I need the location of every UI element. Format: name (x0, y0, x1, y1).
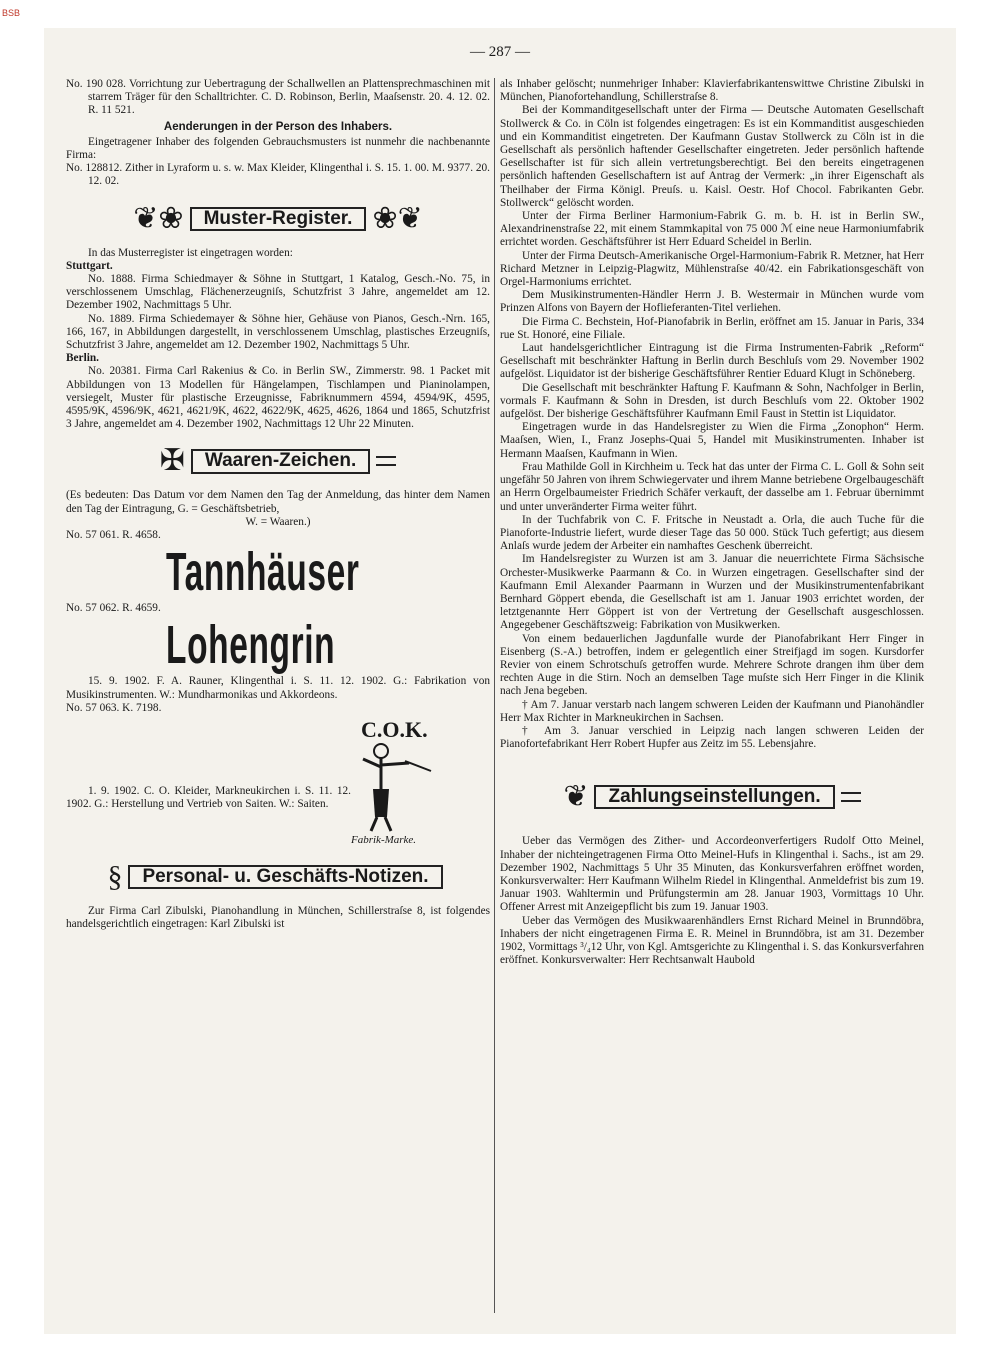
trademark-entry-57061: No. 57 061. R. 4658. (66, 529, 161, 542)
notice-metzner: Unter der Firma Deutsch-Amerikanische Orgel-Harmonium-Fabrik R. Metzner, hat Herr Richard Metzner in Leipzig-Plagwitz, Mühlenstraſse 40/42. ein Fabrikationsgeschäft von Orgel-Harmoniums errichtet. (500, 249, 924, 289)
trademark-57062-detail: 15. 9. 1902. F. A. Rauner, Klingenthal i. S. 11. 12. 1902. G.: Fabrikation von Musikinstrumenten. W.: Mundharmonikas und Akkordeons. (66, 675, 490, 701)
notice-goll: Frau Mathilde Goll in Kirchheim u. Teck hat das unter der Firma C. L. Goll & Sohn seit ungefähr 50 Jahren von ihrem Schwiegervater und ihrem Manne betriebene Orgelbaugeschäft an Herrn Orgelbaumeister Friedrich Schäfer verkauft, der dasselbe am 1. Februar übernimmt und unter unveränderter Firma weiter führt. (500, 460, 924, 513)
muster-register-banner (66, 203, 490, 235)
trademark-lohengrin: Lohengrin (166, 615, 336, 676)
ornament-left-icon: § (107, 860, 123, 894)
ornament-left-icon: ✠ (159, 444, 185, 478)
ornament-left-icon: ❦❀ (133, 201, 184, 235)
trademark-entry-57063: No. 57 063. K. 7198. (66, 701, 162, 714)
bankruptcy-meinel-brunndoebra: Ueber das Vermögen des Musikwaarenhändlers Ernst Richard Meinel in Brunndöbra, Inhabers der nicht eingetragenen Firma E. R. Meinel in Brunndöbra, ist am 31. Dezember 1902, Vormittags ³/₄12 Uhr, von Kgl. Amtsgerichte zu Klingenthal i. S. das Konkursverfahren eröffnet. Konkursverwalter: Herr Rechtsanwalt Haubold (500, 914, 924, 967)
city-stuttgart: Stuttgart. (66, 259, 113, 272)
obituary-hupfer: † Am 3. Januar verschied in Leipzig nach langen schweren Leiden der Pianofortefabrikant Herr Robert Hupfer aus Zeitz im 55. Lebensjahre. (500, 724, 924, 751)
library-tag: BSB (2, 8, 21, 18)
waaren-zeichen-banner (66, 445, 490, 477)
city-berlin: Berlin. (66, 352, 99, 365)
notice-kaufmann: Die Gesellschaft mit beschränkter Haftung F. Kaufmann & Sohn, Nachfolger in Berlin, vormals F. Kaufmann & Sohn in Dresden, ist durch Beschluſs vom 22. Oktober 1902 aufgelöst. Der bisherige Geschäftsführer Kaufmann Emil Faust in Stettin ist Liquidator. (500, 381, 924, 421)
waaren-intro: (Es bedeuten: Das Datum vor dem Namen den Tag der Anmeldung, das hinter dem Namen den Tag der Eintragung, G. = Geschäftsbetrieb, (66, 489, 490, 515)
banner-rule (376, 456, 396, 466)
notice-bechstein: Die Firma C. Bechstein, Hof-Pianofabrik in Berlin, eröffnet am 15. Januar in Paris, 334 rue St. Honoré, eine Filiale. (500, 315, 924, 341)
owner-change-intro: Eingetragener Inhaber des folgenden Gebrauchsmusters ist nunmehr die nachbenannte Firma: (66, 135, 490, 162)
muster-entry-1888: No. 1888. Firma Schiedmayer & Söhne in Stuttgart, 1 Katalog, Gesch.-No. 75, in verschlossenem Umschlag, Flächenerzeugniſs, Schutzfrist 3 Jahre, angemeldet am 12. Dezember 1902, Nachmittags 5 Uhr. (66, 273, 490, 312)
muster-register-title: Muster-Register. (190, 207, 367, 231)
bankruptcy-meinel-hufs: Ueber das Vermögen des Zither- und Accordeonverfertigers Rudolf Otto Meinel, Inhaber der nichteingetragenen Firma Otto Meinel-Hufs in Klingenthal i. Sachs., ist am 29. Dezember 1902, Nachmittags 5 Uhr 35 Minuten, das Konkursverfahren eröffnet worden, Konkursverwalter: Herr Kaufmann Wilhelm Riedel in Klingenthal. Anmeldefrist bis zum 19. Januar 1903. Wahltermin und Prüfungstermin am 28. Januar 1903, Vormittags 10 Uhr. Offener Arrest mit Anzeigepflicht bis zum 19. Januar 1903. (500, 835, 924, 914)
cok-letters: C.O.K. (361, 719, 428, 743)
notice-reform: Laut handelsgerichtlicher Eintragung ist die Firma Instrumenten-Fabrik „Reform“ Gesellschaft mit beschränkter Haftung in Berlin durch Beschluſs vom 29. November 1902 aufgelöst. Liquidator ist der bisherige Geschäftsführer Rentier Eduard Klugt in Schöneberg. (500, 342, 924, 381)
newspaper-page (44, 28, 956, 1334)
page-number: — 287 — (470, 44, 530, 60)
waaren-zeichen-title: Waaren-Zeichen. (191, 449, 370, 473)
trademark-tannhaeuser: Tannhäuser (166, 542, 360, 603)
notice-finger: Von einem bedauerlichen Jagdunfalle wurde der Pianofabrikant Herr Finger in Eisenberg (S.-A.) betroffen, indem er gelegentlich einer Streifjagd im sogen. Kursdorfer Revier von einem Schrotschuſs getroffen wurde. Mehrere Schrote drangen ihm über dem rechten Auge in die Stirn. Noch an demselben Tage muſste sich Herr Finger in die Klinik nach Jena begeben. (500, 632, 924, 698)
right-column (500, 78, 924, 967)
personal-notizen-banner (66, 861, 490, 893)
column-divider (494, 78, 495, 1313)
notice-berliner-harmonium: Unter der Firma Berliner Harmonium-Fabrik G. m. b. H. ist in Berlin SW., Alexandrinenstraſse 22, mit einem Stammkapital von 75 000 ℳ eine neue Harmoniumfabrik errichtet worden. Geschäftsführer ist Herr Eduard Scheidel in Berlin. (500, 210, 924, 249)
ornament-right-icon: ❀❦ (372, 201, 423, 235)
patent-entry-128812: No. 128812. Zither in Lyraform u. s. w. Max Kleider, Klingenthal i. S. 15. 1. 00. M. 9377. 20. 12. 02. (66, 162, 490, 188)
left-column (66, 78, 490, 932)
zibulski-entry-start: Zur Firma Carl Zibulski, Pianohandlung in München, Schillerstraſse 8, ist folgendes handelsgerichtlich eingetragen: Karl Zibulski ist (66, 905, 490, 931)
violinist-figure-icon (341, 719, 491, 847)
trademark-57063-detail: 1. 9. 1902. C. O. Kleider, Markneukirchen i. S. 11. 12. 1902. G.: Herstellung und Vertrieb von Saiten. W.: Saiten. (66, 785, 351, 811)
owner-change-heading: Aenderungen in der Person des Inhabers. (163, 120, 393, 133)
notice-fritsche: In der Tuchfabrik von C. F. Fritsche in Neustadt a. Orla, die auch Tuche für die Pianoforte-Industrie liefert, wurde dieser Tage das 50 000. Stück Tuch gefertigt; aus diesem Anlaſs wurde jedem der Arbeiter ein namhaftes Geschenk überreicht. (500, 513, 924, 553)
cok-trademark-figure (66, 719, 490, 847)
patent-entry-190028: No. 190 028. Vorrichtung zur Uebertragung der Schallwellen an Plattensprechmaschinen mit starrem Träger für den Schalltrichter. C. D. Robinson, Berlin, Maaſsenstr. 20. 4. 12. 02. R. 11 521. (66, 78, 490, 117)
banner-rule (841, 792, 861, 802)
zahlungseinstellungen-banner (500, 781, 924, 813)
waaren-intro-end: W. = Waaren.) (245, 515, 311, 528)
fabrik-marke-caption: Fabrik-Marke. (351, 834, 417, 847)
notice-zonophon: Eingetragen wurde in das Handelsregister zu Wien die Firma „Zonophon“ Herm. Maaſsen, Wien, I., Franz Josephs-Quai 5, Handel mit Musikinstrumenten. Inhaber ist Hermann Maaſsen, Kaufmann in Wien. (500, 421, 924, 460)
obituary-richter: † Am 7. Januar verstarb nach langem schweren Leiden der Kaufmann und Pianohändler Herr Max Richter in Markneukirchen in Sachsen. (500, 698, 924, 724)
muster-entry-20381: No. 20381. Firma Carl Rakenius & Co. in Berlin SW., Zimmerstr. 98. 1 Packet mit Abbildungen von 13 Modellen für Hängelampen, Tischlampen und Pianinolampen, versiegelt, Muster für plastische Erzeugnisse, Fabriknummern 4594, 4594/9K, 4595, 4595/9K, 4596/9K, 4621, 4621/9K, 4622, 4622/9K, 4625, 4626, 1864 und 1865, Schutzfrist 3 Jahre, angemeldet am 4. Dezember 1902, Nachmittags 12 Uhr 22 Minuten. (66, 365, 490, 431)
trademark-entry-57062: No. 57 062. R. 4659. (66, 602, 161, 615)
notice-stollwerck: Bei der Kommanditgesellschaft unter der Firma — Deutsche Automaten Gesellschaft Stollwerck & Co. in Cöln ist folgendes eingetragen: Es ist ein Kommanditist ausgeschieden und ein Kommanditist eingetreten. Der Kaufmann Gustav Stollwerck zu Cöln ist in die Gesellschaft als persönlich haftender Gesellschafter eingetreten. Jeder persönlich haftende Gesellschafter ist für sich allein vertretungsberechtigt. Bei den bereits eingetragenen persönlich haftenden Gesellschaftern ist auf Antrag der Vermerk: „in ihrer Eigenschaft als Theilhaber der Firma Königl. Preuſs. u. Kaisl. Oestr. Hof Chocol. Fabrikanten Gebr. Stollwerck“ gelöscht worden. (500, 104, 924, 209)
notice-westermair: Dem Musikinstrumenten-Händler Herrn J. B. Westermair in München wurde vom Prinzen Alfons von Bayern der Hoflieferanten-Titel verliehen. (500, 289, 924, 315)
ornament-left-icon: ❦ (563, 780, 589, 814)
notice-zibulski-end: als Inhaber gelöscht; nunmehriger Inhaber: Klavierfabrikantenswittwe Christine Zibulski in München, Pianofortehandlung, Schillerstraſse 8. (500, 78, 924, 104)
notice-paarmann: Im Handelsregister zu Wurzen ist am 3. Januar die neuerrichtete Firma Sächsische Orchester-Musikwerke Paarmann & Co. in Wurzen eingetragen. Gesellschafter sind der Kaufmann Emil Alexander Paarmann in Wurzen und der Musikinstrumentenfabrikant Bernhard Göppert ebenda, die Gesellschaft ist am 1. Januar 1903 errichtet worden, der letztgenannte Herr Göppert ist von der Vertretung der Gesellschaft ausgeschlossen. Angegebener Geschäftszweig: Fabrikation von Musikwerken. (500, 553, 924, 632)
zahlungseinstellungen-title: Zahlungseinstellungen. (594, 785, 834, 809)
muster-intro: In das Musterregister ist eingetragen worden: (88, 246, 293, 259)
muster-entry-1889: No. 1889. Firma Schiedemayer & Söhne hier, Gehäuse von Pianos, Gesch.-Nrn. 165, 166, 167, in Abbildungen dargestellt, in verschlossenem Umschlag, plastisches Erzeugniſs, Schutzfrist 3 Jahre, angemeldet am 12. Dezember 1902, Nachmittags 5 Uhr. (66, 312, 490, 352)
personal-notizen-title: Personal- u. Geschäfts-Notizen. (128, 865, 442, 889)
